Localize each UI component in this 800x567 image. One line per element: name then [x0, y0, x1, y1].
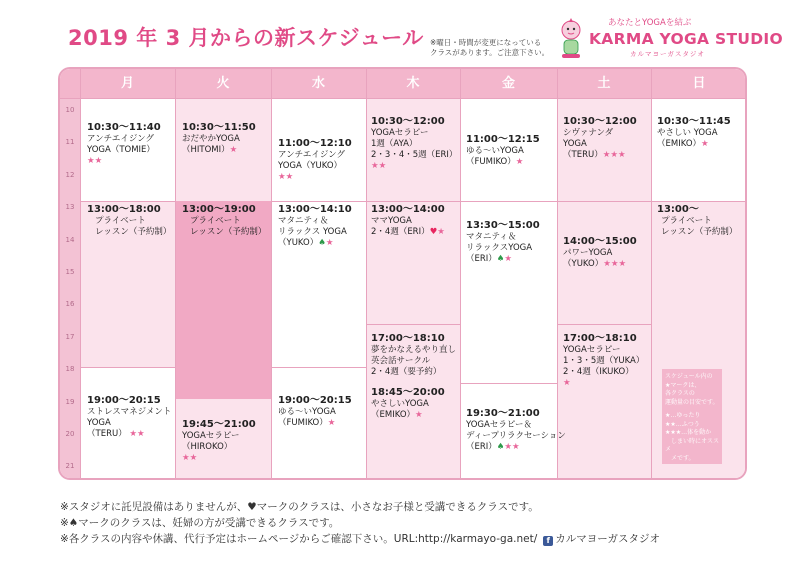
time-axis: 10 11 12 13 14 15 16 17 18 19 20 21 — [60, 99, 80, 480]
intensity-stars: ★★ — [504, 442, 520, 452]
intensity-stars: ★ — [229, 145, 238, 155]
intensity-stars: ★★ — [87, 156, 103, 166]
class-tue-1[interactable]: 10:30～11:50 おだやかYOGA （HITOMI）★ — [182, 122, 256, 155]
logo-subtitle: カルマヨーガスタジオ — [630, 50, 705, 58]
intensity-stars: ★ — [415, 410, 423, 420]
class-sat-3[interactable]: 17:00～18:10 YOGAセラピー 1・3・5週（YUKA） 2・4週（IKUKO） ★ — [563, 333, 645, 388]
intensity-stars: ★★ — [129, 429, 145, 439]
intensity-stars: ★ — [515, 157, 524, 167]
day-header-mon: 月 — [120, 76, 134, 91]
day-header-wed: 水 — [311, 76, 325, 91]
class-tue-3[interactable]: 19:45～21:00 YOGAセラピー （HIROKO） ★★ — [182, 419, 256, 463]
class-mon-2[interactable]: 13:00～18:00 プライベート レッスン（予約制） — [87, 204, 172, 237]
class-thu-1[interactable]: 10:30～12:00 YOGAセラピー 1週（AYA） 2・3・4・5週（ERI） ★★ — [371, 116, 458, 171]
intensity-stars: ★★★ — [603, 259, 627, 269]
intensity-stars: ★ — [327, 418, 336, 428]
class-sun-2[interactable]: 13:00～ プライベート レッスン（予約制） — [657, 204, 738, 237]
logo-name: KARMA YOGA STUDIO — [589, 30, 783, 48]
intensity-stars: ★ — [504, 254, 513, 264]
class-mon-3[interactable]: 19:00～20:15 ストレスマネジメント YOGA （TERU） ★★ — [87, 395, 172, 439]
class-wed-1[interactable]: 11:00～12:10 アンチエイジング YOGA（YUKO） ★★ — [278, 138, 352, 182]
spade-icon: ♠ — [318, 238, 326, 248]
day-header-fri: 金 — [501, 76, 515, 91]
day-header-row — [60, 69, 745, 99]
class-thu-4[interactable]: 18:45～20:00 やさしいYOGA （EMIKO）★ — [371, 387, 445, 420]
class-sat-1[interactable]: 10:30～12:00 シヴァナンダ YOGA （TERU）★★★ — [563, 116, 637, 160]
class-fri-2[interactable]: 13:30～15:00 マタニティ＆ リラックスYOGA （ERI）♠★ — [466, 220, 540, 264]
intensity-stars: ★★ — [278, 172, 294, 182]
facebook-page-name[interactable]: カルマヨーガスタジオ — [555, 533, 661, 545]
page-title: 2019 年 3 月からの新スケジュール — [68, 26, 424, 50]
class-sat-2[interactable]: 14:00～15:00 パワーYOGA （YUKO）★★★ — [563, 236, 637, 269]
class-fri-1[interactable]: 11:00～12:15 ゆる～いYOGA （FUMIKO）★ — [466, 134, 540, 167]
day-header-sun: 日 — [692, 76, 706, 91]
class-wed-3[interactable]: 19:00～20:15 ゆる～いYOGA （FUMIKO）★ — [278, 395, 352, 428]
class-mon-1[interactable]: 10:30～11:40 アンチエイジング YOGA（TOMIE） ★★ — [87, 122, 161, 166]
spade-icon: ♠ — [496, 254, 505, 264]
heart-icon: ♥ — [429, 227, 438, 237]
star-legend: スケジュール内の ★マークは、 各クラスの 運動量の目安です。 ★…ゆったり ★★…ふつう ★★★…体を動か しまい時にオススメ メです。 — [662, 369, 722, 464]
facebook-icon[interactable]: f — [543, 536, 553, 546]
intensity-stars: ★ — [563, 378, 571, 388]
intensity-stars: ★★ — [371, 161, 387, 171]
footer-note-website: ※各クラスの内容や休講、代行予定はホームページからご確認下さい。URL:http://karmayo-ga.net/ f カルマヨーガスタジオ — [60, 533, 661, 545]
intensity-stars: ★★ — [182, 453, 198, 463]
studio-mascot-logo — [556, 16, 586, 60]
footer-note-maternity: ※♠マークのクラスは、妊婦の方が受講できるクラスです。 — [60, 517, 340, 529]
class-sun-1[interactable]: 10:30～11:45 やさしい YOGA （EMIKO）★ — [657, 116, 731, 149]
class-tue-2[interactable]: 13:00～19:00 プライベート レッスン（予約制） — [182, 204, 267, 237]
intensity-stars: ★★★ — [602, 150, 626, 160]
class-thu-2[interactable]: 13:00～14:00 ママYOGA 2・4週（ERI）♥★ — [371, 204, 445, 237]
footer-note-childcare: ※スタジオに託児設備はありませんが、♥マークのクラスは、小さなお子様と受講できるクラスです。 — [60, 501, 539, 513]
class-wed-2[interactable]: 13:00～14:10 マタニティ＆ リラックス YOGA （YUKO）♠★ — [278, 204, 352, 248]
schedule-table — [58, 67, 747, 480]
intensity-stars: ★ — [701, 139, 709, 149]
intensity-stars: ★ — [437, 227, 445, 237]
logo-tagline: あなたとYOGAを結ぶ — [608, 18, 692, 28]
class-thu-3[interactable]: 17:00～18:10 夢をかなえるやり直し 英会話サークル 2・4週（要予約） — [371, 333, 457, 377]
schedule-change-notice: ※曜日・時間が変更になっている クラスがあります。ご注意下さい。 — [430, 38, 550, 57]
spade-icon: ♠ — [496, 442, 505, 452]
class-fri-3[interactable]: 19:30～21:00 YOGAセラピー＆ ディープリラクセーション （ERI）♠★★ — [466, 408, 566, 452]
day-header-tue: 火 — [216, 76, 230, 91]
day-header-sat: 土 — [597, 76, 611, 91]
intensity-stars: ★ — [325, 238, 334, 248]
day-header-thu: 木 — [406, 76, 420, 91]
